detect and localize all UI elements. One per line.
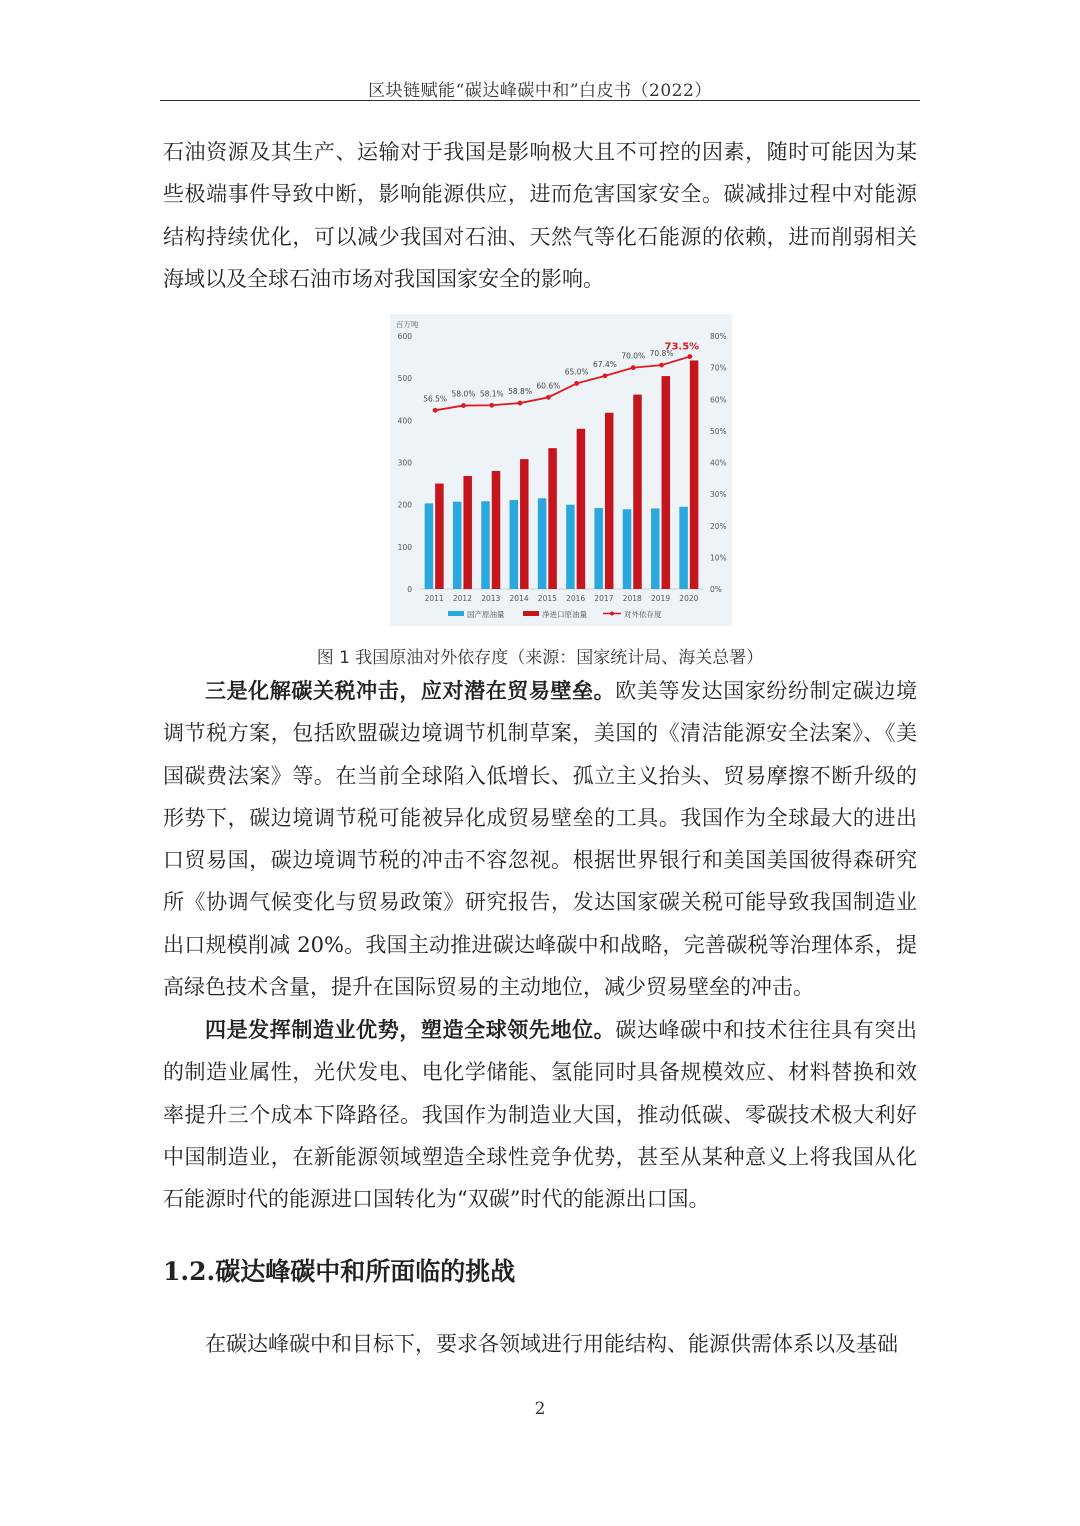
oil-dependency-figure (390, 314, 732, 626)
legend-label-import: 净进口原油量 (542, 610, 587, 619)
x-tick-label: 2019 (651, 594, 671, 603)
dependency-label: 58.1% (479, 389, 504, 399)
paragraph-manufacturing (163, 1009, 917, 1220)
bar-domestic (651, 508, 660, 589)
bar-import (463, 476, 472, 589)
dependency-point (603, 373, 608, 378)
paragraph-lead: 四是发挥制造业优势，塑造全球领先地位。 (205, 1017, 616, 1042)
bar-domestic (538, 498, 547, 589)
section-heading: 1.2.碳达峰碳中和所面临的挑战 (163, 1257, 516, 1286)
y2-tick-label: 60% (710, 395, 727, 405)
bar-domestic (481, 501, 490, 589)
bar-import (662, 376, 671, 589)
dependency-point (461, 403, 466, 408)
bar-import (548, 448, 557, 589)
legend-label-dependency: 对外依存度 (624, 610, 662, 619)
bar-import (605, 413, 614, 589)
page-number: 2 (534, 1399, 546, 1419)
bar-import (492, 471, 501, 589)
y2-tick-label: 10% (710, 553, 727, 563)
y-tick-label: 500 (397, 374, 412, 384)
y-tick-label: 600 (397, 332, 412, 341)
bar-import (633, 395, 642, 589)
dependency-point (489, 403, 494, 408)
legend-swatch-domestic (448, 611, 464, 616)
dependency-point (574, 381, 579, 386)
bar-import (577, 429, 586, 589)
y2-tick-label: 30% (710, 490, 727, 500)
running-header: 区块链赋能“碳达峰碳中和”白皮书（2022） (368, 81, 712, 101)
y2-tick-label: 80% (710, 332, 727, 341)
y2-tick-label: 40% (710, 458, 727, 468)
oil-dependency-chart (390, 314, 732, 626)
bar-domestic (510, 500, 519, 589)
header-rule (160, 100, 920, 101)
legend-label-domestic: 国产原油量 (467, 610, 505, 619)
y-tick-label: 0 (407, 585, 412, 594)
bar-domestic (425, 503, 434, 589)
dependency-label: 65.0% (564, 367, 589, 377)
bar-import (520, 459, 529, 589)
y2-tick-label: 70% (710, 363, 727, 373)
y-tick-label: 200 (397, 500, 412, 510)
dependency-label: 58.0% (451, 389, 476, 399)
y-axis-unit: 百万吨 (396, 320, 419, 329)
x-tick-label: 2011 (424, 594, 444, 603)
bar-domestic (594, 508, 603, 589)
dependency-point (687, 354, 692, 359)
paragraph-oil-security: 石油资源及其生产、运输对于我国是影响极大且不可控的因素，随时可能因为某些极端事件导致中断，影响能源供应，进而危害国家安全。碳减排过程中对能源结构持续优化，可以减少我国对石油、天然气等化石能源的依赖，进而削弱相关海域以及全球石油市场对我国国家安全的影响。 (163, 140, 917, 291)
x-tick-label: 2013 (481, 594, 501, 603)
x-tick-label: 2017 (594, 594, 614, 603)
paragraph-carbon-tariff (163, 670, 917, 1008)
x-tick-label: 2012 (452, 594, 472, 603)
y2-tick-label: 0% (710, 585, 722, 594)
dependency-label: 70.8% (649, 349, 674, 359)
y-tick-label: 100 (397, 542, 412, 552)
dependency-point (659, 363, 664, 368)
dependency-label: 56.5% (423, 394, 448, 404)
y-tick-label: 300 (397, 458, 412, 468)
dependency-label: 58.8% (508, 387, 532, 397)
y2-tick-label: 50% (710, 426, 727, 436)
x-tick-label: 2014 (509, 594, 529, 603)
bar-domestic (566, 505, 575, 589)
x-tick-label: 2018 (622, 594, 642, 603)
legend-swatch-import (523, 611, 539, 616)
dependency-label: 73.5% (664, 341, 700, 353)
legend-marker-dependency (610, 612, 614, 616)
y-tick-label: 400 (397, 416, 412, 426)
paragraph-lead: 三是化解碳关税冲击，应对潜在贸易壁垒。 (205, 678, 616, 703)
dependency-label: 67.4% (593, 359, 617, 369)
bar-import (435, 484, 444, 589)
dependency-label: 60.6% (536, 381, 561, 391)
dependency-point (518, 401, 523, 406)
x-tick-label: 2016 (566, 594, 586, 603)
paragraph-body: 碳达峰碳中和技术往往具有突出的制造业属性，光伏发电、电化学储能、氢能同时具备规模效应、材料替换和效率提升三个成本下降路径。我国作为制造业大国，推动低碳、零碳技术极大利好中国制造业，在新能源领域塑造全球性竞争优势，甚至从某种意义上将我国从化石能源时代的能源进口国转化为“双碳”时代的能源出口国。 (163, 1018, 917, 1212)
bar-import (690, 360, 699, 589)
y2-tick-label: 20% (710, 521, 727, 531)
figure-caption: 图 1 我国原油对外依存度（来源：国家统计局、海关总署） (316, 648, 764, 668)
bar-domestic (679, 507, 688, 589)
dependency-line (435, 357, 690, 411)
dependency-point (433, 408, 438, 413)
dependency-label: 70.0% (621, 351, 646, 361)
x-tick-label: 2015 (537, 594, 557, 603)
paragraph-body: 欧美等发达国家纷纷制定碳边境调节税方案，包括欧盟碳边境调节机制草案，美国的《清洁能源安全法案》、《美国碳费法案》等。在当前全球陷入低增长、孤立主义抬头、贸易摩擦不断升级的形势下，碳边境调节税可能被异化成贸易壁垒的工具。我国作为全球最大的进出口贸易国，碳边境调节税的冲击不容忽视。根据世界银行和美国美国彼得森研究所《协调气候变化与贸易政策》研究报告，发达国家碳关税可能导致我国制造业出口规模削减 20%。我国主动推进碳达峰碳中和战略，完善碳税等治理体系，提高绿色技术含量，提升在国际贸易的主动地位，减少贸易壁垒的冲击。 (163, 679, 917, 1000)
paragraph-challenges: 在碳达峰碳中和目标下，要求各领域进行用能结构、能源供需体系以及基础 (205, 1332, 898, 1356)
bar-domestic (453, 502, 462, 589)
bar-domestic (623, 509, 632, 589)
dependency-point (631, 365, 636, 370)
dependency-point (546, 395, 551, 400)
x-tick-label: 2020 (679, 594, 699, 603)
